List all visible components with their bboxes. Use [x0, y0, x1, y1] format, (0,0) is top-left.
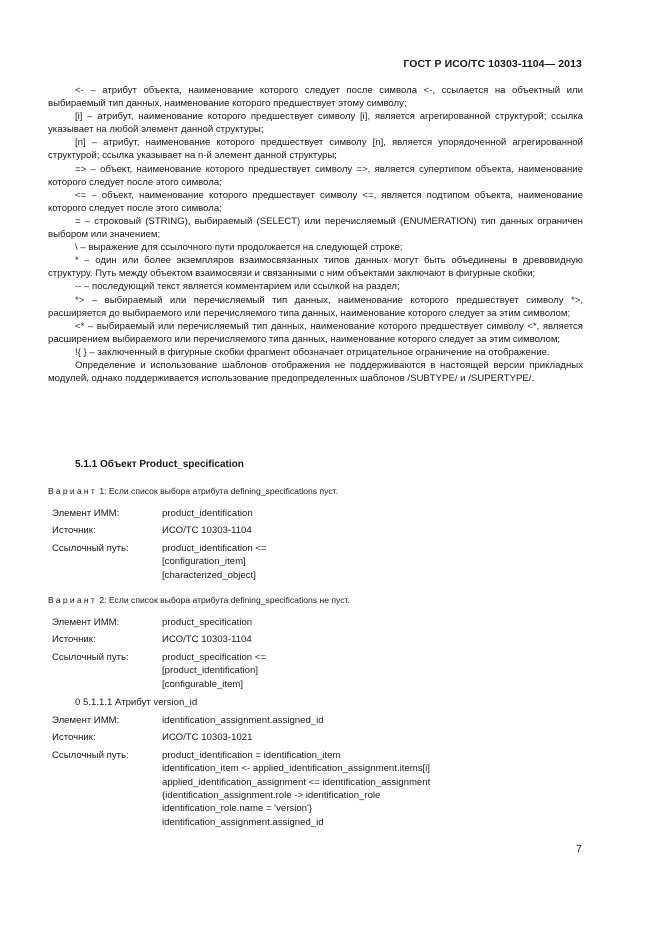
attribute-table — [52, 714, 430, 833]
paragraph: \ – выражение для ссылочного пути продолжается на следующей строке; — [75, 242, 403, 254]
paragraph: [n] – атрибут, наименование которого предшествует символу [n], является упорядоченной агрегированной структурой; ссылка указывает на n-й элемент данной структуры; — [48, 137, 583, 162]
table-row — [52, 524, 267, 537]
row-key: Элемент ИММ: — [52, 715, 120, 726]
paragraph: <- – атрибут объекта, наименование которого следует после символа <-, ссылается на объектный или выбираемый тип данных, наименование которого предшествует этому символу; — [48, 85, 583, 110]
paragraph: *> – выбираемый или перечисляемый тип данных, наименование которого предшествует символу *>, расширяется до выбираемого или перечисляемого типа данных, наименование которого следует за этим символом; — [48, 294, 583, 319]
body-text — [48, 84, 583, 385]
table-row — [52, 714, 430, 727]
table-row — [52, 731, 430, 744]
variant-1-table — [52, 507, 267, 586]
variant-text: 1: Если список выбора атрибута defining_specifications пуст. — [96, 486, 339, 496]
paragraph: !{ } – заключенный в фигурные скобки фрагмент обозначает отрицательное ограничение на отображение. — [75, 346, 550, 358]
attribute-title: 0 5.1.1.1 Атрибут version_id — [75, 697, 198, 708]
row-value: ИСО/ТС 10303-1104 — [162, 634, 252, 646]
paragraph: = – строковый (STRING), выбираемый (SELECT) или перечисляемый (ENUMERATION) тип данных ограничен выбором или значением; — [48, 215, 583, 241]
row-value: identification_assignment.assigned_id — [162, 715, 324, 726]
paragraph: <= – объект, наименование которого предшествует символу <=, является подтипом объекта, наименование которого следует после этого символа; — [48, 189, 583, 214]
variant-text: 2: Если список выбора атрибута defining_specifications не пуст. — [96, 595, 350, 605]
row-key: Источник: — [52, 525, 96, 537]
variant-word: Вариант — [48, 595, 97, 605]
section-title: 5.1.1 Объект Product_specification — [75, 459, 244, 470]
paragraph: -- – последующий текст является комментарием или ссылкой на раздел; — [75, 281, 400, 293]
row-key: Ссылочный путь: — [52, 749, 129, 761]
row-key: Источник: — [52, 634, 96, 646]
table-row — [52, 542, 267, 582]
row-key: Ссылочный путь: — [52, 651, 129, 663]
row-key: Элемент ИММ: — [52, 617, 120, 628]
variant-word: Вариант — [48, 486, 97, 496]
row-value: product_specification <= [product_identification] [configurable_item] — [162, 651, 266, 690]
table-row — [52, 616, 266, 629]
row-value: ИСО/ТС 10303-1104 — [162, 525, 252, 537]
table-row — [52, 507, 267, 520]
row-key: Элемент ИММ: — [52, 508, 120, 519]
row-value: product_specification — [162, 617, 253, 628]
row-value: ИСО/ТС 10303-1021 — [162, 732, 253, 744]
row-key: Ссылочный путь: — [52, 542, 129, 554]
table-row — [52, 749, 430, 829]
variant-2-table — [52, 616, 266, 695]
row-key: Источник: — [52, 732, 96, 744]
row-value: product_identification <= [configuration_item] [characterized_object] — [162, 542, 267, 581]
paragraph: * – один или более экземпляров взаимосвязанных типов данных могут быть объединены в древовидную структуру. Путь между объектом взаимосвязи и связанными с ним объектами заключают в фигурные скобки; — [48, 255, 583, 280]
variant-1-caption — [48, 486, 338, 496]
paragraph: <* – выбираемый или перечисляемый тип данных, наименование которого предшествует символу <*, является расширением выбираемого или перечисляемого типа данных, наименование которого следует за этим символом; — [48, 320, 583, 345]
paragraph: => – объект, наименование которого предшествует символу =>, является супертипом объекта, наименование которого следует после этого символа; — [48, 163, 583, 188]
row-value: product_identification = identification_item identification_item <- applied_identification_assignment.items[i] applied_identification_assignment <= identification_assignment {identification_assignment.role -> identification_role identification_role.name = 'version'} identification_assignment.assigned_id — [162, 749, 431, 828]
table-row — [52, 633, 266, 646]
variant-2-caption — [48, 595, 350, 605]
paragraph: [i] – атрибут, наименование которого предшествует символу [i], является агрегированной структурой; ссылка указывает на любой элемент данной структуры; — [48, 111, 583, 136]
document-header: ГОСТ Р ИСО/ТС 10303-1104— 2013 — [403, 58, 582, 70]
table-row — [52, 651, 266, 691]
row-value: product_identification — [162, 508, 253, 519]
page-number: 7 — [576, 843, 582, 855]
paragraph: Определение и использование шаблонов отображения не поддерживаются в настоящей версии прикладных модулей, однако поддерживается использование предопределенных шаблонов /SUBTYPE/ и /SUPERTYPE/. — [48, 359, 583, 385]
